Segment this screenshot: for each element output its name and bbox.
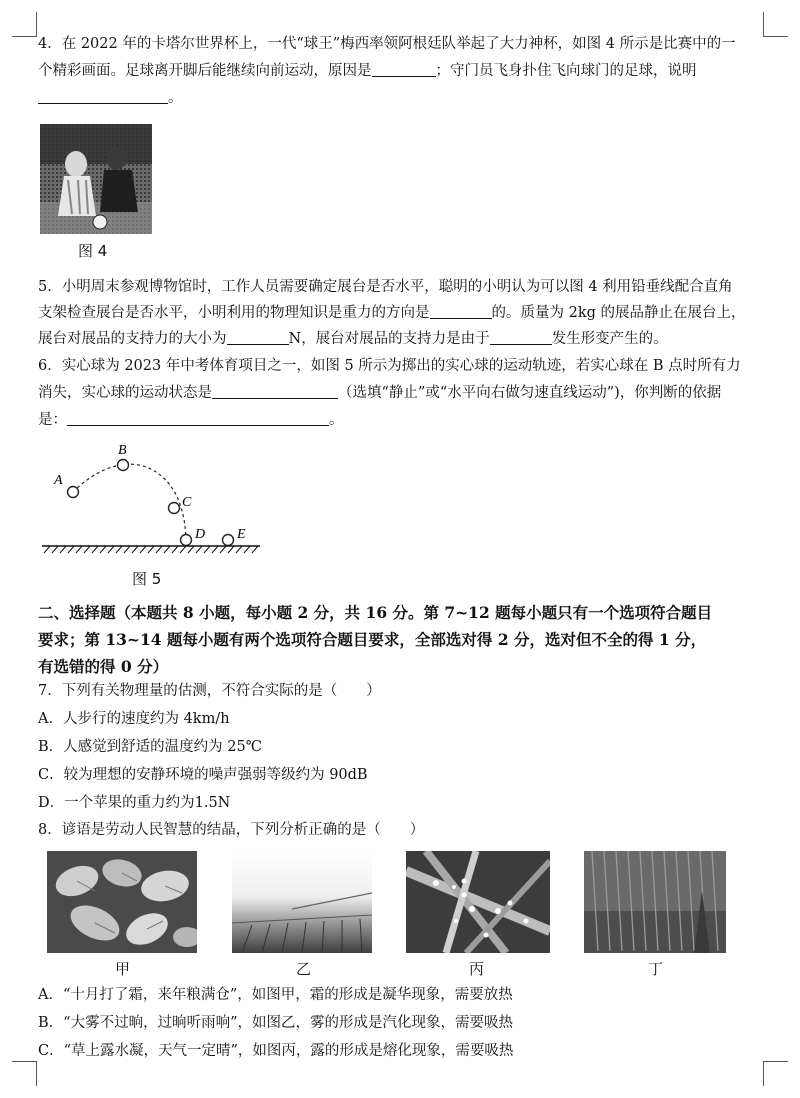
trajectory-path — [73, 464, 186, 540]
q4-answer-blank-2[interactable] — [38, 87, 168, 104]
q4-answer-blank-1[interactable] — [372, 60, 436, 77]
q7-stem: 7．下列有关物理量的估测，不符合实际的是（ ） — [38, 683, 381, 699]
q4-line1: 4．在 2022 年的卡塔尔世界杯上，一代“球王”梅西率领阿根廷队举起了大力神杯，如图 4 所示是比赛中的一 — [38, 36, 736, 52]
q8-option-c[interactable]: C．“草上露水凝，天气一定晴”，如图丙，露的形成是熔化现象，需要吸热 — [38, 1043, 514, 1059]
figure-5-caption: 图 5 — [132, 570, 162, 588]
q4-line2 — [38, 59, 770, 83]
label-d: D — [195, 527, 206, 542]
q6-text-c: 是： — [38, 412, 67, 428]
q5-text-b: 的。质量为 2kg 的展品静止在展台上， — [491, 305, 746, 321]
q7-option-a[interactable]: A．人步行的速度约为 4km/h — [38, 711, 230, 727]
label-c: C — [182, 495, 192, 510]
ball-c — [169, 503, 180, 514]
q4-text-a: 个精彩画面。足球离开脚后能继续向前运动，原因是 — [38, 63, 372, 79]
q4-text-b: ；守门员飞身扑住飞向球门的足球，说明 — [435, 63, 697, 79]
caption-bing: 丙 — [469, 960, 485, 978]
q5-line3 — [38, 327, 770, 351]
q6-answer-blank-1[interactable] — [212, 382, 338, 399]
section2-heading-line3: 有选错的得 0 分） — [38, 657, 169, 676]
q4-line3 — [38, 86, 770, 110]
q6-text-a: 消失，实心球的运动状态是 — [38, 385, 212, 401]
q5-text-e: 发生形变产生的。 — [551, 331, 668, 347]
ball-d — [181, 535, 192, 546]
caption-yi: 乙 — [296, 960, 312, 978]
label-a: A — [54, 473, 63, 488]
q5-text-c: 展台对展品的支持力的大小为 — [38, 331, 227, 347]
q6-line1: 6．实心球为 2023 年中考体育项目之一，如图 5 所示为掷出的实心球的运动轨迹，若实心球在 B 点时所有力 — [38, 358, 741, 374]
crop-mark-bottom-right — [763, 1061, 788, 1086]
q5-line2 — [38, 301, 770, 325]
label-e: E — [237, 527, 246, 542]
q6-line3 — [38, 408, 770, 432]
caption-ding: 丁 — [648, 960, 664, 978]
q6-text-b: （选填“静止”或“水平向右做匀速直线运动”)，你判断的依据 — [338, 385, 722, 401]
q5-line1: 5．小明周末参观博物馆时，工作人员需要确定展台是否水平，聪明的小明认为可以图 4 利用铅垂线配合直角 — [38, 279, 733, 295]
q5-text-a: 支架检查展台是否水平，小明利用的物理知识是重力的方向是 — [38, 305, 430, 321]
q6-answer-blank-2[interactable] — [67, 409, 329, 426]
q6-line2 — [38, 381, 770, 405]
ball-a — [68, 487, 79, 498]
figure-4-soccer-photo — [40, 124, 152, 234]
ball-b — [118, 460, 129, 471]
q7-option-d[interactable]: D．一个苹果的重力约为1.5N — [38, 795, 231, 811]
q8-option-a[interactable]: A．“十月打了霜，来年粮满仓”，如图甲，霜的形成是凝华现象，需要放热 — [38, 987, 513, 1003]
q5-text-d: N，展台对展品的支持力是由于 — [288, 331, 490, 347]
photo-ding-rain — [584, 851, 726, 953]
q5-answer-blank-2[interactable] — [227, 328, 289, 345]
crop-mark-bottom-left — [12, 1061, 37, 1086]
ball-e — [223, 535, 234, 546]
caption-jia: 甲 — [115, 960, 131, 978]
q5-answer-blank-1[interactable] — [430, 302, 492, 319]
figure-4-caption: 图 4 — [78, 242, 108, 260]
label-b: B — [118, 443, 127, 458]
photo-yi-fog-field — [232, 851, 372, 953]
photo-bing-dew-grass — [406, 851, 550, 953]
q6-text-d: 。 — [329, 412, 344, 428]
q5-answer-blank-3[interactable] — [490, 328, 552, 345]
section2-heading-line1: 二、选择题（本题共 8 小题，每小题 2 分，共 16 分。第 7~12 题每小题只有一个选项符合题目 — [38, 603, 713, 622]
q4-text-end: 。 — [168, 90, 183, 106]
crop-mark-top-left — [12, 12, 37, 37]
ground-hatch — [44, 546, 258, 553]
q7-option-c[interactable]: C．较为理想的安静环境的噪声强弱等级约为 90dB — [38, 767, 368, 783]
figure-5-trajectory — [40, 440, 270, 560]
q8-option-b[interactable]: B．“大雾不过晌，过晌听雨响”，如图乙，雾的形成是汽化现象，需要吸热 — [38, 1015, 513, 1031]
q8-stem: 8．谚语是劳动人民智慧的结晶，下列分析正确的是（ ） — [38, 822, 425, 838]
q7-option-b[interactable]: B．人感觉到舒适的温度约为 25℃ — [38, 739, 262, 755]
photo-jia-frost-leaves — [47, 851, 197, 953]
section2-heading-line2: 要求；第 13~14 题每小题有两个选项符合题目要求，全部选对得 2 分，选对但不全的得 1 分， — [38, 630, 707, 649]
